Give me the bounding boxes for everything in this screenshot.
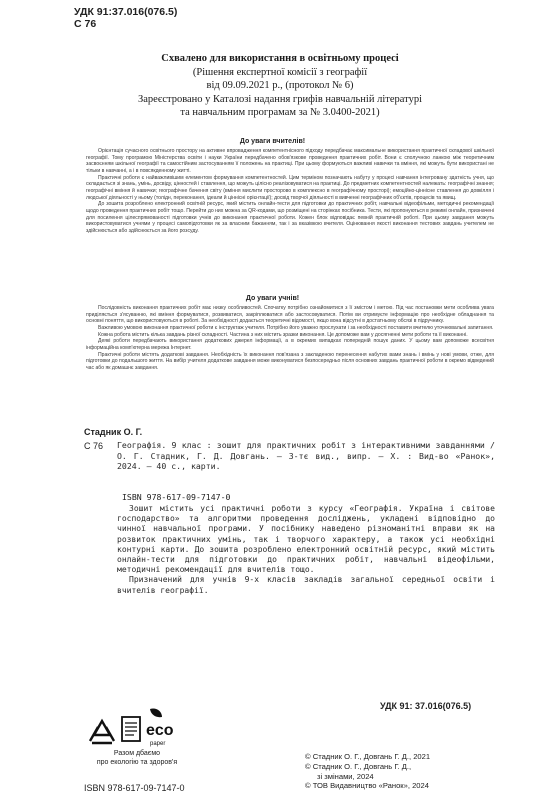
- eco-paper-logo: [84, 705, 189, 750]
- teachers-text: [86, 148, 494, 235]
- eco-slogan: [82, 749, 192, 767]
- teachers-paragraph: Орієнтація сучасного освітнього простору на активне впровадження компетентнісного підходу передбачає максимальне використання практичної складової шкільної географії. Тому програмою Міністерства освіти і науки України передбачено обов'язкове проведення практичних робіт. Вони є сполучною ланкою між теоретичним засвоєнням шкільної географії та самостійним застосуванням її положень на практиці. При цьому формуються важливі навички та вміння, які можуть бути використані не тільки в навчанні, а і в повсякденному житті.: [86, 148, 494, 174]
- biblio-text: Географія. 9 клас : зошит для практичних робіт з інтерактивними завданнями / О. Г. Стадник, Г. Д. Довгань. — 3-тє вид., випр. — Х. : Вид-во «Ранок», 2024. — 40 с., карти.: [117, 440, 495, 471]
- students-paragraph: Важливою умовою виконання практичної роботи є інструктаж учителя. Потрібно його уважно прослухати і за необхідності поставити вчителю уточнювальні запитання.: [98, 324, 494, 331]
- students-text: [86, 305, 494, 372]
- students-paragraph: Кожна робота містить кілька завдань різної складності. Частина з них містить зразки виконання. Це допоможе вам у досягненні мети роботи та її виконанні.: [98, 331, 468, 338]
- eco-leaf-icon: [150, 708, 162, 717]
- annotation: [117, 504, 495, 596]
- approval-stamp: [110, 52, 450, 120]
- udk-number: УДК 91:37.016(076.5): [74, 6, 178, 18]
- author-sign-code: С 76: [74, 18, 97, 30]
- students-paragraph: Практичні роботи містять додаткові завдання. Необхідність їх виконання пов'язана з закладеною перенесення набутих вами знань і вмінь у нові умови, отже, для підготовки до подальшого життя. На вибір учителя додаткове завдання може виконуватися безпосередньо після основних завдань практичної роботи в окремо відведений час або як домашнє завдання.: [86, 351, 494, 371]
- students-paragraph: Послідовність виконання практичних робіт має низку особливостей. Спочатку потрібно ознайомитися з її змістом і метою. Під час постановки мети особлива увага приділяється з'ясуванню, які вміння формуватися, розвиватися, закріплюватися або застосовуватися. Потім ви отримуєте інформацію про необхідне обладнання та основні поняття, що використовуються в роботі. За необхідності додається теоретичні відомості, якщо вона відсутні в достатньому обсязі в підручнику.: [86, 305, 494, 325]
- students-heading: До уваги учнів!: [245, 295, 300, 302]
- approval-line-4: Зареєстровано у Каталозі надання грифів навчальній літературі: [137, 93, 422, 105]
- approval-line-2: (Рішення експертної комісії з географії: [192, 66, 368, 78]
- copyright-line-1: © Стадник О. Г., Довгань Г. Д., 2021: [305, 752, 431, 761]
- recycle-icon: [90, 721, 114, 743]
- eco-slogan-line-2: про екологію та здоров'я: [96, 759, 178, 766]
- eco-logo-sub: paper: [150, 741, 166, 747]
- author-sign-code-mid: С 76: [84, 441, 104, 451]
- eco-logo-text: eco: [146, 722, 174, 739]
- author-name: Стадник О. Г.: [84, 427, 143, 437]
- approval-line-3: від 09.09.2021 р., (протокол № 6): [206, 80, 354, 92]
- copyright-line-4: © ТОВ Видавництво «Ранок», 2024: [305, 781, 429, 791]
- eco-slogan-line-1: Разом дбаємо: [113, 750, 161, 757]
- approval-line-5: та навчальним програмам за № 3.0400-2021): [180, 107, 380, 119]
- copyright-line-2: © Стадник О. Г., Довгань Г. Д.,: [305, 761, 412, 771]
- teachers-paragraph: До зошита розроблено електронний освітній ресурс, який містить онлайн-тести для підготовки до практичних робіт, навчальні відеофільми, методичні рекомендації щодо проведення практичних робіт тощо. Перейти до них можна за QR-кодами, що розміщені на сторінках посібника. Тести, які пропонуються в режимі онлайн, призначені для посилення цілеспрямованості підготовки учнів до виконання практичної роботи. Кожен блок відповідає певній практичній роботі. При цьому завдання можуть використовуватися учнями у процесі самопідготовки як за власним бажанням, так і за вказівкою вчителя. Оцінювання якості виконання тестових завдань учителем не здійснюється або здійснюється за його розсуду.: [86, 201, 494, 234]
- copyright-line-3: зі змінами, 2024: [317, 771, 374, 781]
- paper-sheet-icon: [122, 717, 140, 741]
- annotation-paragraph: Зошит містить усі практичні роботи з курсу «Географія. Україна і світове господарство» та алгоритми проведення досліджень, укладені відповідно до чинної навчальної програми. У посібнику наведено різноманітні вправи як на розвиток практичних умінь, так і творчого характеру, а також усі необхідні контурні карти. До зошита розроблено електронний освітній ресурс, який містить онлайн-тести для підготовки до практичних робіт, навчальні відеофільми, методичні рекомендації для вчителів тощо.: [117, 504, 495, 575]
- annotation-paragraph: Призначений для учнів 9-х класів закладів загальної середньої освіти і вчителів географії.: [117, 575, 495, 595]
- students-paragraph: Деякі роботи передбачають використання додаткових джерел інформації, а в окремих випадках попередній пошук даних. У цьому вам допоможе всесвітня інформаційна комп'ютерна мережа Інтернет.: [86, 338, 494, 351]
- isbn-mid: ISBN 978-617-09-7147-0: [122, 492, 231, 502]
- teachers-paragraph: Практичні роботи є найважливішим елементом формування компетентностей. Цим терміном позначають набуту у процесі навчання інтегровану здатність учня, що складається зі знань, умінь, досвіду, цінностей і ставлення, що можуть цілісно реалізовуватися на практиці. До предметних компетентностей належать: географічні знання; географічні вміння й навички; географічне бачення світу (вміння мислити просторово в комплексно в географічному просторі); емоційно-ціннісне ставлення до довкілля і людської діяльності у ньому (толідн, переконання, ідеали й ціннісні орієнтації); досвід творчої діяльності в вивченні географічних об'єктів, процесів та явищ.: [86, 174, 494, 201]
- approval-line-1: Схвалено для використання в освітньому процесі: [161, 53, 399, 64]
- teachers-heading: До уваги вчителів!: [239, 138, 306, 145]
- udk-code-top: [74, 6, 177, 30]
- isbn-bottom: ISBN 978-617-09-7147-0: [84, 783, 185, 793]
- bibliographic-description: [117, 440, 495, 472]
- copyright-block: [305, 752, 430, 791]
- udk-code-bottom: УДК 91: 37.016(076.5): [380, 701, 472, 711]
